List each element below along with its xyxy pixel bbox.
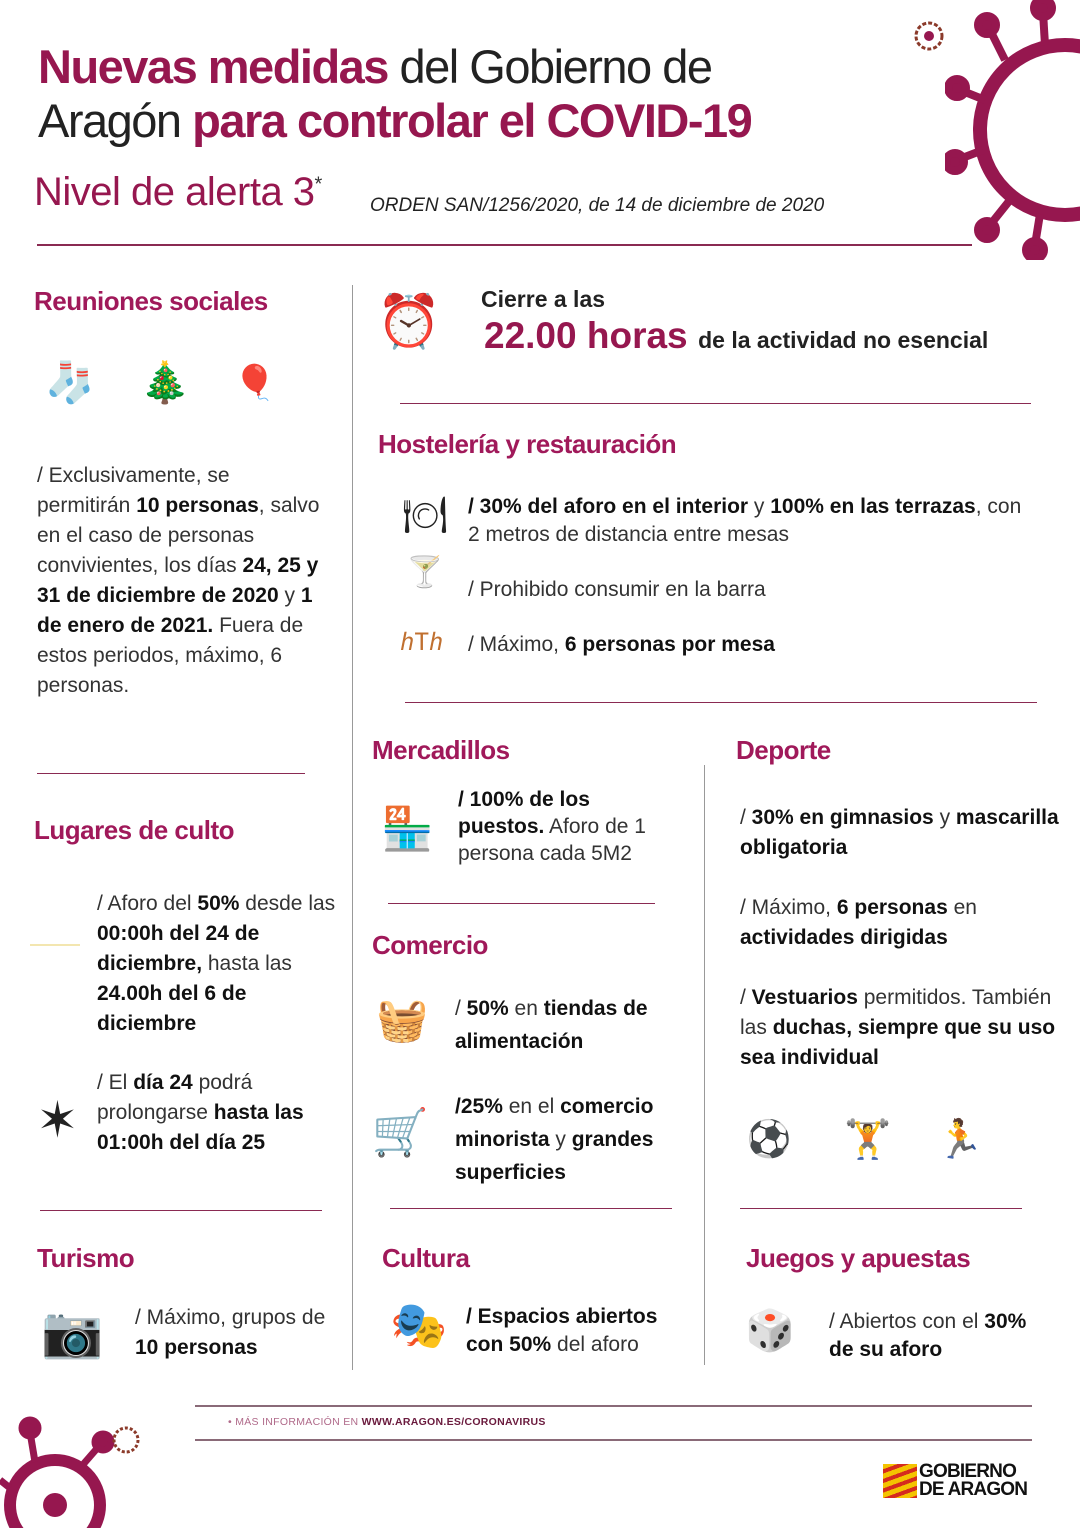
text-segment: y	[278, 584, 301, 607]
text-segment: / Máximo, grupos de	[135, 1306, 326, 1329]
logo-line2: DE ARAGON	[919, 1479, 1028, 1500]
text-segment: / Máximo,	[468, 633, 565, 656]
divider	[740, 1208, 1022, 1209]
mercadillos-text	[458, 786, 678, 867]
section-title-cultura: Cultura	[382, 1243, 470, 1273]
divider	[405, 702, 1037, 703]
text-segment: desde las	[239, 892, 336, 915]
aragon-flag-icon	[883, 1464, 917, 1498]
text-segment: 10 personas	[136, 494, 259, 517]
section-title-mercadillos: Mercadillos	[372, 735, 510, 765]
ornaments-icon: 🎈	[233, 363, 277, 402]
juegos-text	[829, 1308, 1029, 1364]
turismo-text	[135, 1303, 335, 1363]
deporte-item-3	[740, 983, 1070, 1073]
theater-masks-icon: 🎭	[390, 1299, 448, 1351]
grocery-basket-icon: 🧺	[376, 995, 429, 1043]
alarm-clock-icon: ⏰	[376, 292, 442, 351]
text-segment: Vestuarios	[751, 986, 858, 1009]
text-segment: día 24	[133, 1071, 193, 1094]
more-info-link[interactable]: WWW.ARAGON.ES/CORONAVIRUS	[361, 1416, 546, 1428]
runner-icon: 🏃	[936, 1119, 984, 1161]
virus-icon-bottom	[0, 1410, 150, 1528]
text-segment: / Máximo,	[740, 896, 837, 919]
text-segment: 10 personas	[135, 1336, 258, 1359]
small-virus-icon	[905, 12, 953, 60]
hosteleria-item-1	[468, 493, 1038, 549]
text-segment: / 30% del aforo en el interior	[468, 495, 749, 518]
page-title-line1	[38, 40, 711, 94]
weightlifting-icon: 🏋	[844, 1118, 892, 1161]
table-chairs-icon: ℎTℎ	[400, 628, 444, 656]
section-title-hosteleria: Hostelería y restauración	[378, 429, 677, 459]
text-segment: en el	[502, 1095, 561, 1118]
page-title-line2	[38, 94, 751, 148]
more-info: • MÁS INFORMACIÓN EN WWW.ARAGON.ES/CORONAVIRUS	[228, 1416, 546, 1428]
divider	[195, 1439, 1032, 1441]
camera-icon: 📷	[41, 1304, 104, 1360]
divider	[40, 1210, 322, 1211]
text-segment: Aforo de 1 persona cada 5M2	[458, 815, 646, 865]
text-segment: 6 personas	[836, 896, 948, 919]
star-icon: ✶	[36, 1092, 79, 1148]
text-segment: Nuevas medidas	[38, 40, 388, 93]
text-segment: en	[508, 997, 544, 1020]
text-segment: duchas, siempre que su uso sea individual	[740, 1016, 1056, 1069]
comercio-item-1	[455, 992, 695, 1058]
stocking-icon: 🧦	[45, 361, 95, 405]
text-segment: /	[740, 806, 752, 829]
text-segment: permitidos. También las	[740, 986, 1052, 1039]
comercio-item-2	[455, 1090, 700, 1189]
section-title-culto: Lugares de culto	[34, 815, 235, 845]
text-segment: / Abiertos con el	[829, 1310, 985, 1333]
section-title-reuniones: Reuniones sociales	[34, 286, 268, 316]
cierre-line2	[484, 315, 988, 357]
text-segment: podrá prolongarse	[97, 1071, 253, 1124]
alert-level	[34, 170, 322, 215]
gobierno-aragon-logo	[883, 1463, 1027, 1499]
text-segment: /	[455, 997, 467, 1020]
divider	[195, 1405, 1032, 1407]
closing-hour: 22.00 horas	[484, 315, 688, 356]
cocktail-icon: 🍸	[406, 556, 444, 589]
text-segment: 30% de su aforo	[829, 1310, 1027, 1361]
text-segment: / Exclusivamente, se permitirán	[37, 464, 230, 517]
text-segment: del aforo	[551, 1333, 639, 1356]
alert-level-text: Nivel de alerta 3	[34, 170, 315, 214]
text-segment: y	[748, 495, 771, 518]
text-segment: 50%	[466, 997, 509, 1020]
market-stall-icon: 🏪	[381, 804, 434, 852]
text-segment: tiendas de alimentación	[455, 997, 648, 1053]
divider	[390, 1208, 672, 1209]
text-segment: y	[549, 1128, 572, 1151]
divider	[37, 773, 305, 774]
text-segment: 50%	[197, 892, 240, 915]
text-segment: / Aforo del	[97, 892, 198, 915]
section-title-deporte: Deporte	[736, 735, 831, 765]
poker-chips-icon: 🎲	[745, 1308, 795, 1353]
cloche-icon: 🍽	[402, 494, 448, 535]
column-divider	[352, 285, 353, 1370]
text-segment: hasta las 01:00h del día 25	[97, 1101, 304, 1154]
text-segment: Fuera de estos periodos, máximo, 6 personas.	[37, 614, 304, 697]
text-segment: Aragón	[38, 94, 193, 147]
virus-icon	[945, 0, 1080, 260]
section-title-comercio: Comercio	[372, 930, 488, 960]
text-segment: del Gobierno de	[387, 40, 712, 93]
cultura-text	[466, 1303, 696, 1359]
text-segment: / 100% de los puestos.	[458, 788, 590, 838]
text-segment: 24, 25 y 31 de diciembre de 2020	[37, 554, 319, 607]
text-segment: / Espacios abiertos con 50%	[466, 1305, 658, 1356]
column-divider	[704, 765, 705, 1365]
christmas-tree-icon: 🎄	[140, 361, 190, 405]
text-segment: en	[947, 896, 977, 919]
text-segment: 6 personas por mesa	[564, 633, 775, 656]
text-segment: 30% en gimnasios	[751, 806, 934, 829]
sparkle-icon	[30, 944, 80, 946]
text-segment: / Prohibido consumir en la barra	[468, 578, 766, 601]
text-segment: , con 2 metros de distancia entre mesas	[468, 495, 1022, 546]
text-segment: /	[740, 986, 752, 1009]
divider	[400, 403, 1031, 404]
text-segment: 1 de enero de 2021.	[37, 584, 313, 637]
text-segment: / El	[97, 1071, 134, 1094]
hosteleria-item-3	[468, 630, 775, 660]
text-segment: actividades dirigidas	[740, 926, 948, 949]
closing-rest: de la actividad no esencial	[698, 327, 989, 353]
alert-asterisk: *	[314, 173, 322, 196]
section-title-turismo: Turismo	[37, 1243, 135, 1273]
divider	[388, 903, 655, 904]
deporte-item-1	[740, 803, 1060, 863]
text-segment: 100% en las terrazas	[770, 495, 976, 518]
shopping-cart-icon: 🛒	[371, 1106, 430, 1158]
text-segment: comercio minorista	[455, 1095, 654, 1151]
cierre-line1: Cierre a las	[481, 286, 606, 312]
reuniones-text	[37, 461, 327, 701]
text-segment: 00:00h del 24 de diciembre,	[97, 922, 260, 975]
text-segment: hasta las	[202, 952, 292, 975]
hosteleria-item-2	[468, 575, 766, 605]
order-reference: ORDEN SAN/1256/2020, de 14 de diciembre de 2020	[370, 195, 825, 216]
more-info-label: MÁS INFORMACIÓN EN	[235, 1416, 362, 1428]
deporte-item-2	[740, 893, 1040, 953]
text-segment: /25%	[455, 1095, 503, 1118]
section-title-juegos: Juegos y apuestas	[746, 1243, 971, 1273]
text-segment: grandes superficies	[455, 1128, 654, 1184]
logo-line1: GOBIERNO	[919, 1461, 1017, 1482]
culto-text-2	[97, 1068, 337, 1158]
text-segment: 24.00h del 6 de diciembre	[97, 982, 247, 1035]
divider	[37, 244, 972, 246]
culto-text-1	[97, 889, 347, 1039]
text-segment: y	[933, 806, 956, 829]
text-segment: , salvo en el caso de personas convivientes, los días	[37, 494, 320, 577]
text-segment: mascarilla obligatoria	[740, 806, 1059, 859]
text-segment: para controlar el COVID-19	[192, 94, 752, 147]
soccer-ball-icon: ⚽	[746, 1118, 792, 1159]
